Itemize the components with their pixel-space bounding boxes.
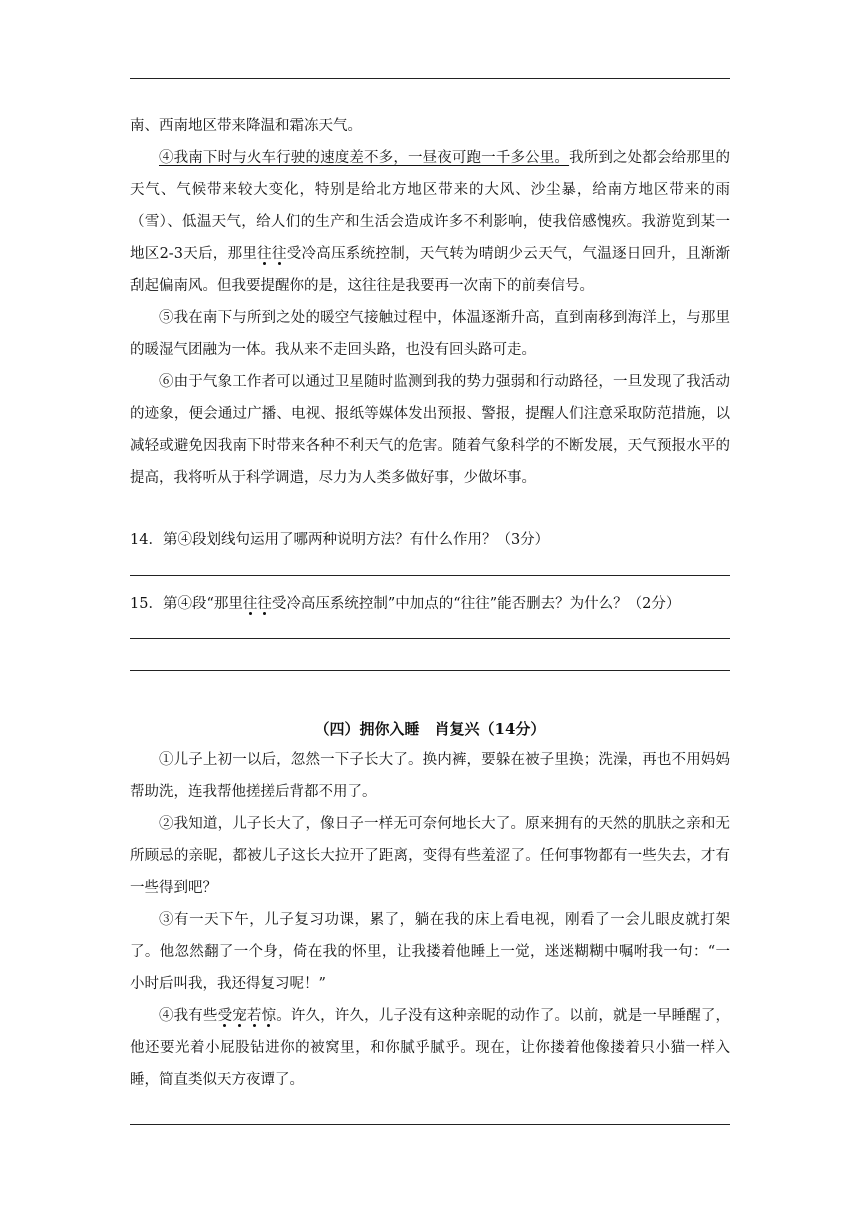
paragraph-3-continuation: 南、西南地区带来降温和霜冻天气。 xyxy=(130,118,362,134)
answer-line-14 xyxy=(130,575,730,576)
paragraph-6: ⑥由于气象工作者可以通过卫星随时监测到我的势力强弱和行动路径，一旦发现了我活动的迹象，便会通过广播、电视、报纸等媒体发出预报、警报，提醒人们注意采取防范措施，以减轻或避免因我南下时带来各种不利天气的危害。随着气象科学的不断发展，天气预报水平的提高，我将听从于科学调遣，尽力为人类多做好事，少做坏事。 xyxy=(130,374,730,486)
dotted-char: 惊 xyxy=(261,1008,277,1024)
passage-4-body xyxy=(130,744,730,1096)
question-14: 14．第④段划线句运用了哪两种说明方法？有什么作用？（3分） xyxy=(130,532,550,548)
top-rule xyxy=(130,78,730,79)
passage-4-title: （四）拥你入睡 肖复兴（14分） xyxy=(314,720,546,738)
question-15-text-b: 受冷高压系统控制”中加点的“往往”能否删去？为什么？（2分） xyxy=(271,596,681,612)
dotted-char: 受 xyxy=(217,1008,233,1024)
dotted-char: 若 xyxy=(246,1008,262,1024)
passage-4-paragraph-3: ③有一天下午，儿子复习功课，累了，躺在我的床上看电视，刚看了一会儿眼皮就打架了。他忽然翻了一个身，倚在我的怀里，让我搂着他睡上一觉，迷迷糊糊中嘱咐我一句：“一小时后叫我，我还得复习呢！” xyxy=(130,912,730,992)
dotted-char: 宠 xyxy=(232,1008,247,1024)
dotted-char: 往 xyxy=(242,596,258,612)
dotted-word xyxy=(257,246,287,262)
underlined-sentence: ④我南下时与火车行驶的速度差不多，一昼夜可跑一千多公里。 xyxy=(159,150,570,166)
passage-4-dotted-phrase xyxy=(218,1008,277,1024)
answer-line-15b xyxy=(130,670,730,671)
passage-4-paragraph-1: ①儿子上初一以后，忽然一下子长大了。换内裤，要躲在被子里换；洗澡，再也不用妈妈帮助洗，连我帮他搓搓后背都不用了。 xyxy=(130,752,730,800)
paragraph-4-end: 受冷高压系统控制，天气转为晴朗少云天气，气温逐日回升，且渐渐刮起偏南风。但我要提醒你的是，这往往是我要再一次南下的前奏信号。 xyxy=(130,246,731,294)
paragraph-4 xyxy=(130,142,730,302)
question-15-dotted-word xyxy=(243,596,272,612)
dotted-char: 往 xyxy=(257,246,272,262)
question-15-text-a: 15．第④段“那里 xyxy=(130,596,243,612)
dotted-char: 往 xyxy=(257,596,272,612)
passage-4-p4-text-b: 。许久，许久，儿子没有这种亲昵的动作了。以前，就是一早睡醒了，他还要光着小屁股钻进你的被窝里，和你腻乎腻乎。现在，让你搂着他像搂着只小猫一样入睡，简直类似天方夜谭了。 xyxy=(130,1008,731,1088)
paragraph-4-text: 我所到之处都会给那里的天气、气候带来较大变化，特别是给北方地区带来的大风、沙尘暴，给南方地区带来的雨（雪）、低温天气，给人们的生产和生活会造成许多不利影响，使我倍感愧疚。我游览到某一地区2-3天后，那里 xyxy=(130,150,731,262)
dotted-char: 往 xyxy=(271,246,287,262)
passage-4-paragraph-2: ②我知道，儿子长大了，像日子一样无可奈何地长大了。原来拥有的天然的肌肤之亲和无所顾忌的亲昵，都被儿子这长大拉开了距离，变得有些羞涩了。任何事物都有一些失去，才有一些得到吧？ xyxy=(130,816,730,896)
paragraph-5: ⑤我在南下与所到之处的暖空气接触过程中，体温逐渐升高，直到南移到海洋上，与那里的暖湿气团融为一体。我从来不走回头路，也没有回头路可走。 xyxy=(130,310,730,358)
passage-3-body xyxy=(130,110,730,494)
bottom-rule xyxy=(130,1124,730,1125)
question-15 xyxy=(130,592,730,613)
passage-4-paragraph-4 xyxy=(130,1000,730,1096)
passage-4-p4-text-a: ④我有些 xyxy=(159,1008,218,1024)
answer-line-15a xyxy=(130,638,730,639)
